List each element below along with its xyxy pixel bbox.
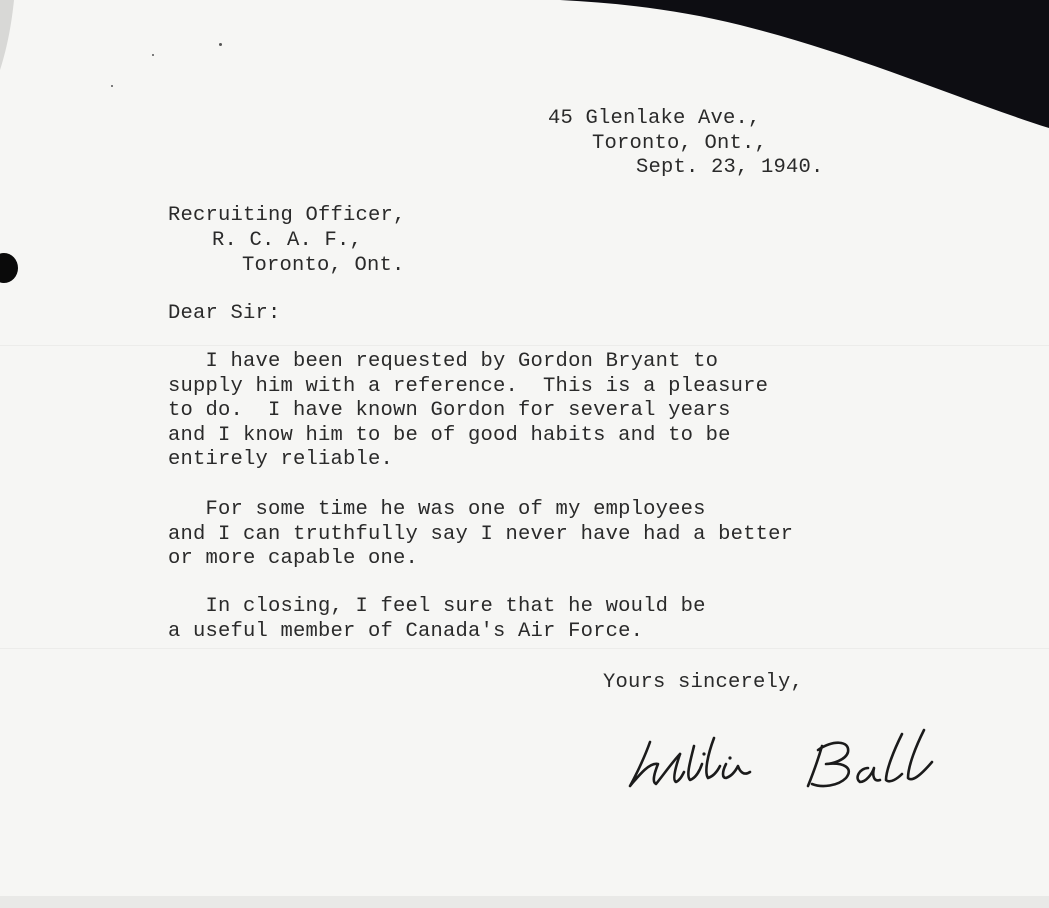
recipient-organization: R. C. A. F.,: [212, 229, 363, 252]
salutation: Dear Sir:: [168, 302, 281, 325]
sender-street: 45 Glenlake Ave.,: [548, 107, 761, 130]
complimentary-close: Yours sincerely,: [603, 671, 804, 694]
recipient-title: Recruiting Officer,: [168, 204, 406, 227]
paragraph-closing: In closing, I feel sure that he would be a useful member of Canada's Air Force.: [168, 595, 706, 643]
page-bottom-edge: [0, 896, 1049, 908]
sender-city: Toronto, Ont.,: [592, 132, 768, 155]
letter-date: Sept. 23, 1940.: [636, 156, 824, 179]
paragraph-reference: I have been requested by Gordon Bryant to supply him with a reference. This is a pleasure to do. I have known Gordon for several years and I know him to be of good habits and to be entirely reliable.: [168, 350, 769, 471]
recipient-city: Toronto, Ont.: [242, 254, 405, 277]
paragraph-employment: For some time he was one of my employees and I can truthfully say I never have had a better or more capable one.: [168, 498, 794, 570]
handwritten-signature: [622, 724, 942, 814]
